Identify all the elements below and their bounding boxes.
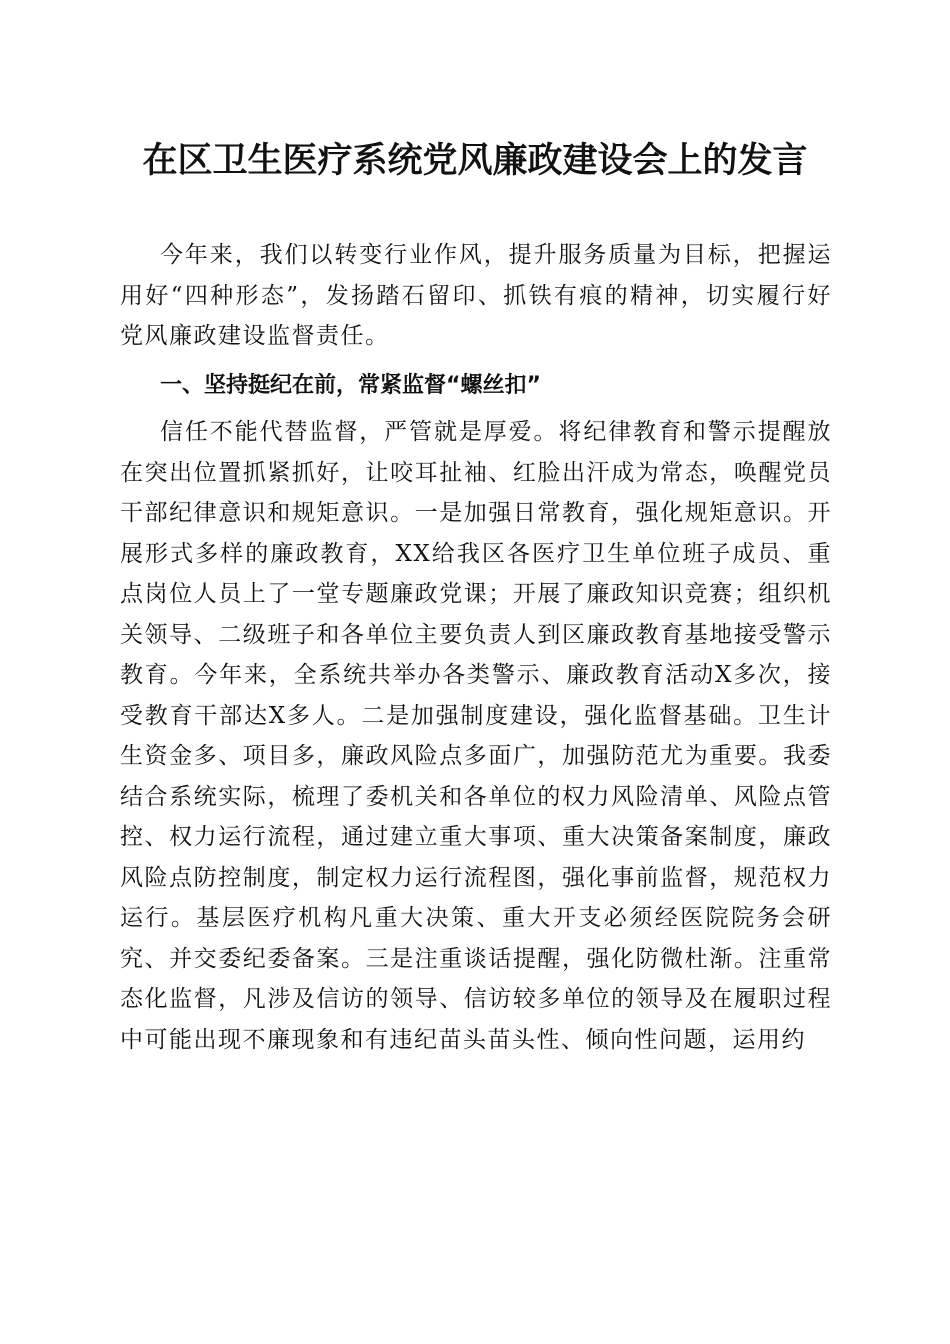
body-paragraph: 信任不能代替监督，严管就是厚爱。将纪律教育和警示提醒放在突出位置抓紧抓好，让咬耳扯袖、红脸出汗成为常态，唤醒党员干部纪律意识和规矩意识。一是加强日常教育，强化规矩意识。开展形式多样的廉政教育，XX给我区各医疗卫生单位班子成员、重点岗位人员上了一堂专题廉政党课；开展了廉政知识竞赛；组织机关领导、二级班子和各单位主要负责人到区廉政教育基地接受警示教育。今年来，全系统共举办各类警示、廉政教育活动X多次，接受教育干部达X多人。二是加强制度建设，强化监督基础。卫生计生资金多、项目多，廉政风险点多面广，加强防范尤为重要。我委结合系统实际，梳理了委机关和各单位的权力风险清单、风险点管控、权力运行流程，通过建立重大事项、重大决策备案制度，廉政风险点防控制度，制定权力运行流程图，强化事前监督，规范权力运行。基层医疗机构凡重大决策、重大开支必须经医院院务会研究、并交委纪委备案。三是注重谈话提醒，强化防微杜渐。注重常态化监督，凡涉及信访的领导、信访较多单位的领导及在履职过程中可能出现不廉现象和有违纪苗头苗头性、倾向性问题，运用约: [120, 419, 832, 1053]
section-heading: 一、坚持挺纪在前，常紧监督“螺丝扣”: [160, 373, 541, 398]
document-title: 在区卫生医疗系统党风廉政建设会上的发言: [142, 140, 808, 181]
intro-paragraph: 今年来，我们以转变行业作风，提升服务质量为目标，把握运用好“四种形态”，发扬踏石留印、抓铁有痕的精神，切实履行好党风廉政建设监督责任。: [120, 242, 832, 349]
